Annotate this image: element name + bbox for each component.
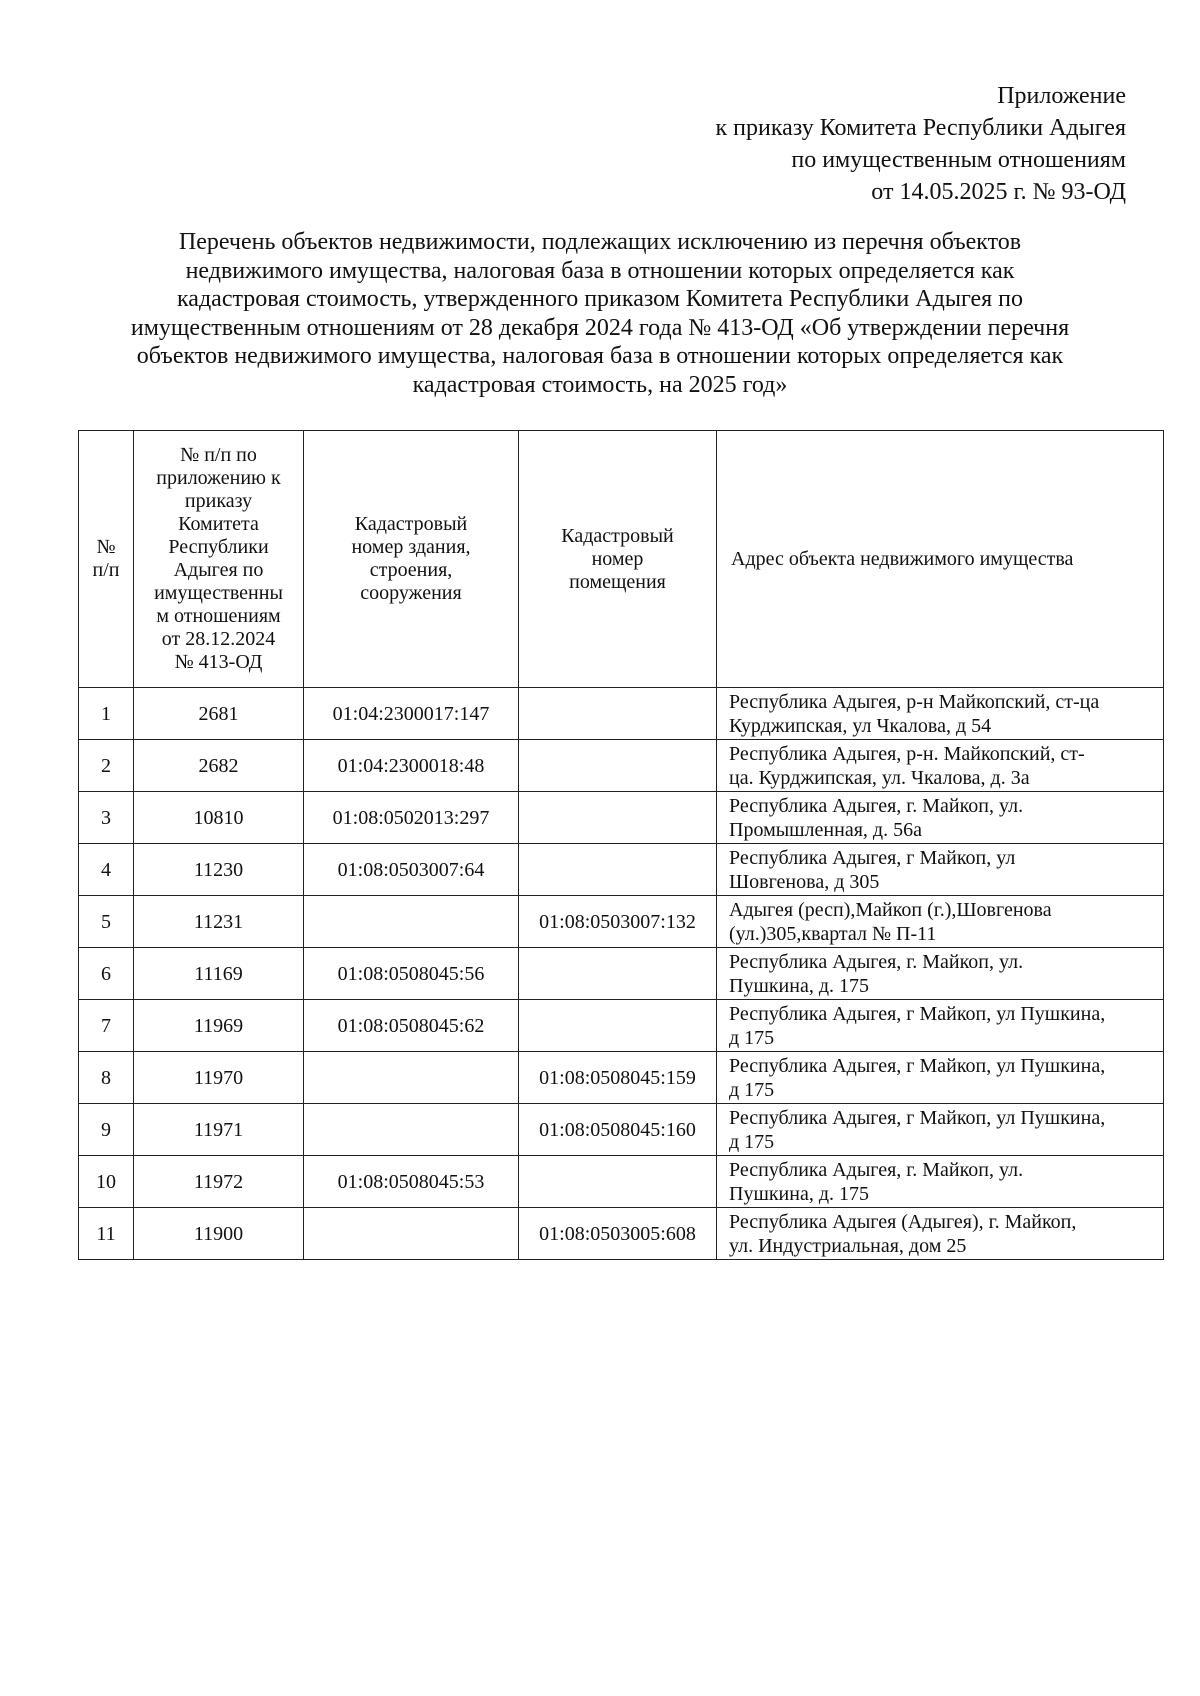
address-line: Курджипская, ул Чкалова, д 54: [729, 714, 992, 737]
header-text: строения,: [369, 559, 453, 581]
cell-building: [304, 896, 519, 948]
cell-num: 6: [79, 948, 134, 1000]
header-text: п/п: [92, 559, 120, 581]
cell-ref: 11969: [134, 1000, 304, 1052]
objects-table: [78, 430, 1164, 1260]
header-text: №: [96, 536, 116, 558]
cell-num: 4: [79, 844, 134, 896]
header-text: от 28.12.2024: [161, 628, 276, 650]
cell-room: [519, 688, 717, 740]
header-text: Адыгея по: [173, 559, 264, 581]
cell-address: [717, 792, 1164, 844]
address-line: Промышленная, д. 56а: [729, 818, 922, 841]
cell-address: [717, 1000, 1164, 1052]
cell-num: 3: [79, 792, 134, 844]
title-line: имущественным отношениям от 28 декабря 2024 года № 413-ОД «Об утверждении перечня: [130, 314, 1070, 341]
address-line: Республика Адыгея, г. Майкоп, ул.: [729, 950, 1024, 973]
header-text: Республики: [168, 536, 269, 558]
header-text: № п/п по: [180, 444, 257, 466]
cell-building: 01:08:0508045:56: [304, 948, 519, 1000]
header-text: сооружения: [360, 582, 462, 604]
cell-num: 9: [79, 1104, 134, 1156]
cell-ref: 11972: [134, 1156, 304, 1208]
cell-room: [519, 1000, 717, 1052]
address-line: Республика Адыгея, г. Майкоп, ул.: [729, 794, 1024, 817]
cell-building: [304, 1104, 519, 1156]
appendix-header-line: по имущественным отношениям: [791, 147, 1126, 173]
table-row: [79, 1104, 1164, 1156]
cell-num: 1: [79, 688, 134, 740]
header-text: приказу: [184, 490, 253, 512]
title-line: объектов недвижимого имущества, налоговая база в отношении которых определяется как: [136, 343, 1064, 369]
table-row: [79, 948, 1164, 1000]
cell-room: [519, 844, 717, 896]
address-line: Республика Адыгея, г Майкоп, ул Пушкина,: [729, 1054, 1106, 1077]
address-line: Республика Адыгея, г Майкоп, ул: [729, 846, 1016, 869]
address-line: Пушкина, д. 175: [729, 1182, 870, 1205]
table-row: [79, 1052, 1164, 1104]
cell-address: [717, 948, 1164, 1000]
cell-ref: 11169: [134, 948, 304, 1000]
header-text: имущественны: [154, 582, 283, 604]
cell-room: 01:08:0508045:159: [519, 1052, 717, 1104]
table-row: [79, 688, 1164, 740]
cell-address: [717, 896, 1164, 948]
cell-building: 01:08:0508045:62: [304, 1000, 519, 1052]
appendix-header-line: от 14.05.2025 г. № 93-ОД: [871, 179, 1126, 205]
header-address: Адрес объекта недвижимого имущества: [717, 431, 1164, 688]
header-text: Комитета: [178, 513, 259, 535]
cell-num: 2: [79, 740, 134, 792]
title-line: недвижимого имущества, налоговая база в отношении которых определяется как: [185, 257, 1015, 284]
cell-ref: 2682: [134, 740, 304, 792]
cell-num: 10: [79, 1156, 134, 1208]
header-text: помещения: [569, 570, 666, 593]
document-title: [60, 228, 1140, 399]
cell-num: 7: [79, 1000, 134, 1052]
header-ref: [134, 431, 304, 688]
header-text: м отношениям: [156, 605, 281, 627]
cell-building: 01:08:0503007:64: [304, 844, 519, 896]
cell-ref: 2681: [134, 688, 304, 740]
cell-building: [304, 1208, 519, 1260]
address-line: Республика Адыгея, р-н. Майкопский, ст-: [729, 742, 1085, 765]
table-row: [79, 896, 1164, 948]
header-num: [79, 431, 134, 688]
address-line: д 175: [729, 1078, 775, 1101]
appendix-header: [715, 80, 1126, 208]
cell-address: [717, 1052, 1164, 1104]
cell-address: [717, 688, 1164, 740]
address-line: д 175: [729, 1130, 775, 1153]
cell-address: [717, 1156, 1164, 1208]
address-line: (ул.)305,квартал № П-11: [729, 922, 937, 945]
cell-building: 01:08:0508045:53: [304, 1156, 519, 1208]
header-text: Кадастровый: [354, 513, 468, 535]
cell-building: 01:04:2300018:48: [304, 740, 519, 792]
title-line: Перечень объектов недвижимости, подлежащих исключению из перечня объектов: [178, 229, 1022, 255]
cell-num: 8: [79, 1052, 134, 1104]
appendix-header-line: Приложение: [997, 83, 1126, 109]
address-line: д 175: [729, 1026, 775, 1049]
address-line: Пушкина, д. 175: [729, 974, 870, 997]
address-line: Республика Адыгея (Адыгея), г. Майкоп,: [729, 1210, 1077, 1233]
header-text: Кадастровый: [561, 524, 674, 547]
table-header-row: [79, 431, 1164, 688]
cell-ref: 10810: [134, 792, 304, 844]
cell-num: 11: [79, 1208, 134, 1260]
cell-address: [717, 740, 1164, 792]
table-row: [79, 844, 1164, 896]
address-line: ца. Курджипская, ул. Чкалова, д. 3а: [729, 766, 1030, 789]
cell-room: [519, 1156, 717, 1208]
cell-building: 01:08:0502013:297: [304, 792, 519, 844]
header-text: номер: [591, 547, 644, 570]
address-line: Республика Адыгея, р-н Майкопский, ст-ца: [729, 690, 1100, 713]
table-row: [79, 792, 1164, 844]
header-text: приложению к: [156, 467, 281, 489]
table-row: [79, 740, 1164, 792]
cell-ref: 11900: [134, 1208, 304, 1260]
header-text: № 413-ОД: [174, 651, 263, 673]
cell-address: [717, 844, 1164, 896]
address-line: Шовгенова, д 305: [729, 870, 880, 893]
cell-ref: 11971: [134, 1104, 304, 1156]
address-line: Республика Адыгея, г Майкоп, ул Пушкина,: [729, 1002, 1106, 1025]
cell-ref: 11970: [134, 1052, 304, 1104]
cell-ref: 11230: [134, 844, 304, 896]
appendix-header-line: к приказу Комитета Республики Адыгея: [715, 115, 1126, 141]
header-building: [304, 431, 519, 688]
cell-room: 01:08:0503005:608: [519, 1208, 717, 1260]
cell-room: 01:08:0503007:132: [519, 896, 717, 948]
title-line: кадастровая стоимость, на 2025 год»: [412, 371, 788, 398]
table-row: [79, 1156, 1164, 1208]
cell-building: 01:04:2300017:147: [304, 688, 519, 740]
header-text: номер здания,: [351, 536, 471, 558]
cell-address: [717, 1208, 1164, 1260]
cell-building: [304, 1052, 519, 1104]
title-line: кадастровая стоимость, утвержденного приказом Комитета Республики Адыгея по: [177, 286, 1023, 312]
cell-room: [519, 948, 717, 1000]
table-row: [79, 1000, 1164, 1052]
address-line: Республика Адыгея, г Майкоп, ул Пушкина,: [729, 1106, 1106, 1129]
address-line: Республика Адыгея, г. Майкоп, ул.: [729, 1158, 1024, 1181]
table-row: [79, 1208, 1164, 1260]
cell-address: [717, 1104, 1164, 1156]
header-room: [519, 431, 717, 688]
cell-room: [519, 792, 717, 844]
cell-room: 01:08:0508045:160: [519, 1104, 717, 1156]
address-line: Адыгея (респ),Майкоп (г.),Шовгенова: [729, 898, 1052, 921]
cell-room: [519, 740, 717, 792]
address-line: ул. Индустриальная, дом 25: [729, 1234, 967, 1257]
cell-num: 5: [79, 896, 134, 948]
cell-ref: 11231: [134, 896, 304, 948]
